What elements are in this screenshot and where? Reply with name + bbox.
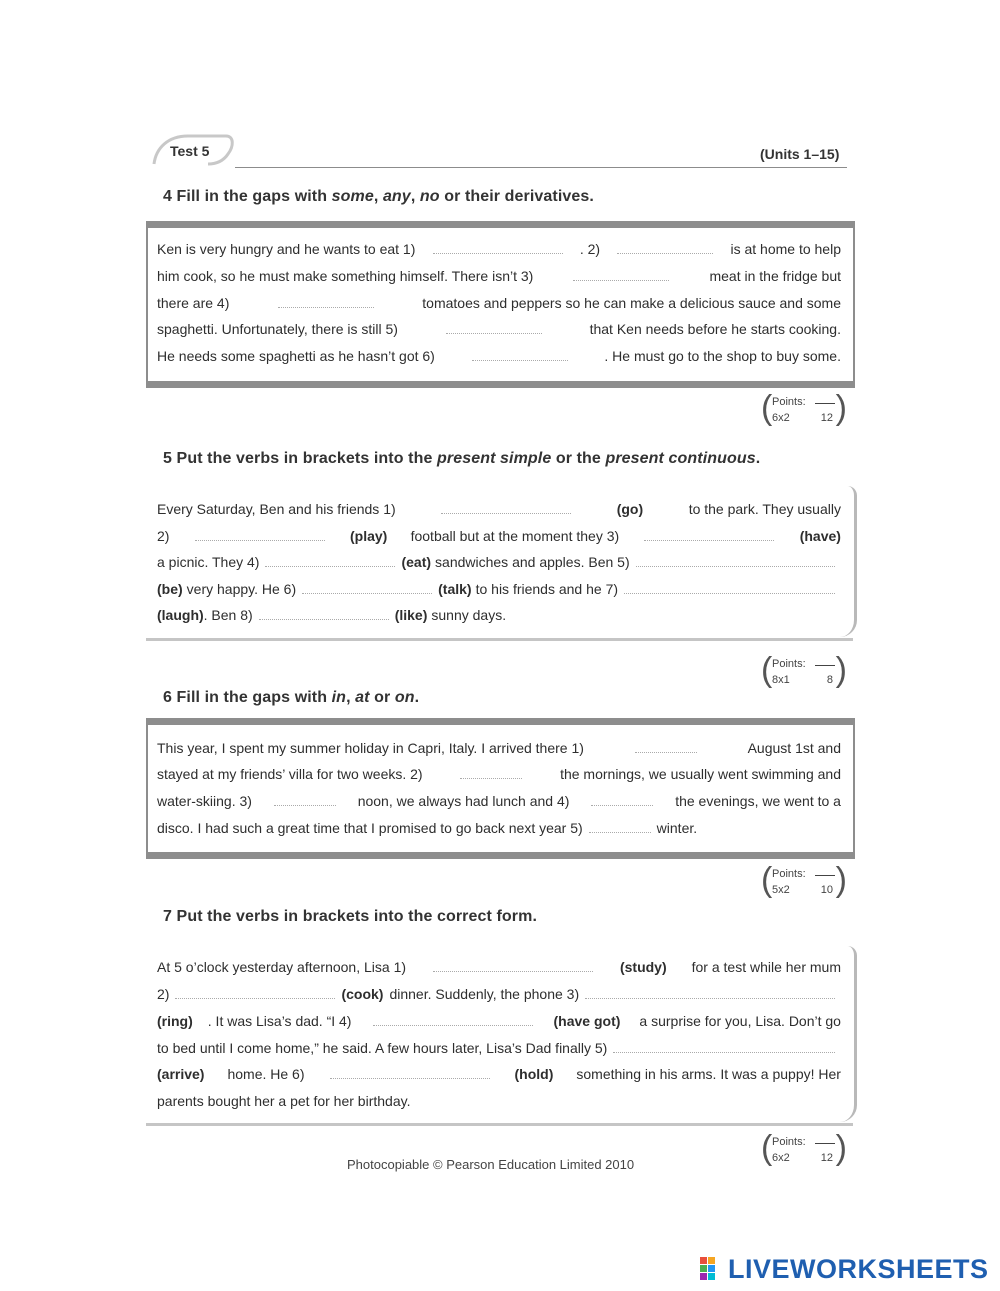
s7-line-2: 2) (cook) dinner. Suddenly, the phone 3) (157, 986, 841, 1006)
section-4-points: ( Points: 6x2 12 ) (761, 389, 847, 427)
answer-gap-2[interactable] (460, 767, 522, 779)
answer-gap-3[interactable] (644, 529, 774, 541)
s6-line-1: This year, I spent my summer holiday in Capri, Italy. I arrived there 1) August 1st and (157, 740, 841, 756)
answer-gap-3[interactable] (585, 987, 835, 999)
section-5-points: ( Points: 8x1 8 ) (761, 651, 847, 689)
answer-gap-6[interactable] (330, 1067, 490, 1079)
s7-line-5: (arrive) home. He 6) (hold) something in his arms. It was a puppy! Her (157, 1066, 841, 1082)
units-label: (Units 1–15) (760, 146, 840, 162)
section-6-title: 6 Fill in the gaps with in, at or on. (163, 689, 420, 706)
answer-gap-2[interactable] (617, 242, 713, 254)
copyright-note: Photocopiable © Pearson Education Limited 2010 (347, 1157, 635, 1172)
s6-line-2: stayed at my friends’ villa for two weeks. 2) the mornings, we usually went swimming and (157, 766, 841, 782)
answer-gap-6[interactable] (302, 582, 432, 594)
answer-gap-5[interactable] (636, 555, 835, 567)
s4-line-3: there are 4) tomatoes and peppers so he can make a delicious sauce and some (157, 295, 841, 311)
answer-gap-5[interactable] (613, 1041, 835, 1053)
section-6-points: ( Points: 5x2 10 ) (761, 861, 847, 899)
answer-gap-1[interactable] (635, 741, 697, 753)
section-7-points: ( Points: 6x2 12 ) (761, 1129, 847, 1167)
brand-text: LIVEWORKSHEETS (728, 1253, 989, 1284)
s7-line-4: to bed until I come home,” he said. A few hours later, Lisa’s Dad finally 5) (157, 1040, 841, 1060)
s6-line-3: water-skiing. 3) noon, we always had lunch and 4) the evenings, we went to a (157, 793, 841, 809)
section-4-title: 4 Fill in the gaps with some, any, no or their derivatives. (163, 188, 594, 205)
answer-gap-4[interactable] (373, 1014, 533, 1026)
s7-line-6: parents bought her a pet for her birthday. (157, 1093, 411, 1109)
s7-line-3: (ring) . It was Lisa’s dad. “I 4) (have got) a surprise for you, Lisa. Don’t go (157, 1013, 841, 1029)
answer-gap-5[interactable] (589, 821, 651, 833)
liveworksheets-brand (700, 1254, 989, 1284)
test-label: Test 5 (170, 143, 210, 159)
s7-line-1: At 5 o’clock yesterday afternoon, Lisa 1) (study) for a test while her mum (157, 959, 841, 975)
answer-gap-6[interactable] (472, 349, 568, 361)
answer-gap-2[interactable] (175, 987, 335, 999)
answer-gap-1[interactable] (433, 960, 593, 972)
answer-gap-4[interactable] (265, 555, 395, 567)
liveworksheets-logo-icon (700, 1257, 724, 1281)
answer-gap-5[interactable] (446, 322, 542, 334)
answer-gap-4[interactable] (278, 296, 374, 308)
answer-gap-1[interactable] (433, 242, 563, 254)
s6-line-4: disco. I had such a great time that I promised to go back next year 5) winter. (157, 820, 698, 836)
s4-line-1: Ken is very hungry and he wants to eat 1) . 2) is at home to help (157, 241, 841, 257)
s5-line-4: (be) very happy. He 6) (talk) to his friends and he 7) (157, 581, 841, 601)
section-7-title: 7 Put the verbs in brackets into the correct form. (163, 908, 537, 925)
s5-line-1: Every Saturday, Ben and his friends 1) (go) to the park. They usually (157, 501, 841, 517)
answer-gap-8[interactable] (259, 608, 389, 620)
answer-gap-3[interactable] (274, 794, 336, 806)
s5-line-3: a picnic. They 4) (eat) sandwiches and apples. Ben 5) (157, 554, 841, 574)
answer-gap-2[interactable] (195, 529, 325, 541)
s4-line-2: him cook, so he must make something himself. There isn’t 3) meat in the fridge but (157, 268, 841, 284)
s4-line-5: He needs some spaghetti as he hasn’t got 6) . He must go to the shop to buy some. (157, 348, 841, 364)
s5-line-5: (laugh) . Ben 8) (like) sunny days. (157, 607, 507, 623)
section-5-title: 5 Put the verbs in brackets into the present simple or the present continuous. (163, 450, 761, 467)
s5-line-2: 2) (play) football but at the moment they 3) (have) (157, 528, 841, 544)
header-divider (235, 167, 847, 168)
answer-gap-3[interactable] (573, 269, 669, 281)
answer-gap-7[interactable] (624, 582, 835, 594)
answer-gap-1[interactable] (441, 502, 571, 514)
s4-line-4: spaghetti. Unfortunately, there is still 5) that Ken needs before he starts cooking. (157, 321, 841, 337)
answer-gap-4[interactable] (591, 794, 653, 806)
